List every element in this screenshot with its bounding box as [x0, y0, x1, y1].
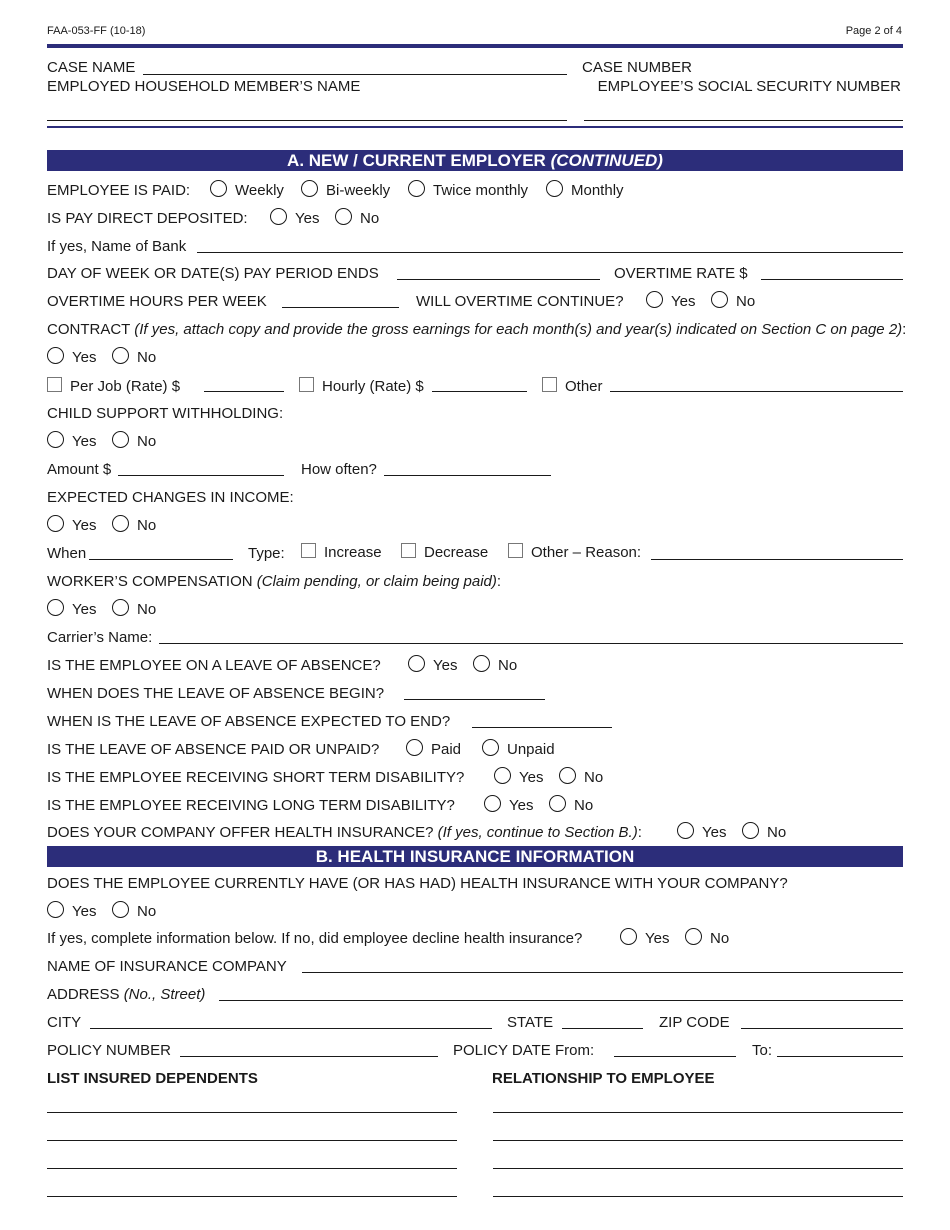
radio-icon[interactable] [112, 347, 129, 364]
case-number-label: CASE NUMBER [582, 59, 693, 76]
when-label: When [47, 545, 87, 562]
overtime-rate-field[interactable] [761, 279, 903, 280]
when-field[interactable] [89, 559, 233, 560]
city-label: CITY [47, 1014, 82, 1031]
short-term-disability-no[interactable]: No [559, 767, 603, 787]
policy-number-field[interactable] [180, 1056, 438, 1057]
paid-weekly-option[interactable]: Weekly [210, 180, 284, 200]
radio-icon[interactable] [742, 822, 759, 839]
type-label: Type: [248, 545, 285, 562]
radio-icon[interactable] [270, 208, 287, 225]
contract-note: (If yes, attach copy and provide the gross earnings for each month(s) and year(s) indicated on Section C on page 2) [134, 321, 903, 338]
ssn-field[interactable] [584, 120, 903, 121]
leave-yes[interactable]: Yes [408, 655, 457, 675]
type-increase-option[interactable]: Increase [301, 543, 382, 562]
checkbox-icon[interactable] [542, 377, 557, 392]
checkbox-icon[interactable] [508, 543, 523, 558]
long-term-disability-label: IS THE EMPLOYEE RECEIVING LONG TERM DISABILITY? [47, 797, 455, 814]
radio-icon[interactable] [47, 515, 64, 532]
relationship-field[interactable] [493, 1196, 903, 1197]
overtime-hours-label: OVERTIME HOURS PER WEEK [47, 293, 267, 310]
insurance-company-label: NAME OF INSURANCE COMPANY [47, 958, 287, 975]
amount-field[interactable] [118, 475, 284, 476]
checkbox-icon[interactable] [299, 377, 314, 392]
other-reason-field[interactable] [651, 559, 903, 560]
state-label: STATE [507, 1014, 554, 1031]
radio-icon[interactable] [335, 208, 352, 225]
health-offer-yes[interactable]: Yes [677, 822, 726, 842]
hourly-rate-field[interactable] [432, 391, 527, 392]
leave-begin-label: WHEN DOES THE LEAVE OF ABSENCE BEGIN? [47, 685, 385, 702]
type-other-option[interactable]: Other – Reason: [508, 543, 641, 562]
checkbox-icon[interactable] [401, 543, 416, 558]
address-note: (No., Street) [123, 986, 206, 1003]
pay-period-label: DAY OF WEEK OR DATE(S) PAY PERIOD ENDS [47, 265, 379, 282]
contract-other-field[interactable] [610, 391, 903, 392]
short-term-disability-yes[interactable]: Yes [494, 767, 543, 787]
policy-date-label: POLICY DATE From: [453, 1042, 595, 1059]
amount-label: Amount $ [47, 461, 112, 478]
radio-icon[interactable] [408, 655, 425, 672]
dependent-field[interactable] [47, 1140, 457, 1141]
leave-unpaid-option[interactable]: Unpaid [482, 739, 555, 759]
radio-icon[interactable] [473, 655, 490, 672]
section-b-header [47, 846, 903, 867]
dependents-label: LIST INSURED DEPENDENTS [47, 1070, 258, 1087]
leave-paid-label: IS THE LEAVE OF ABSENCE PAID OR UNPAID? [47, 741, 380, 758]
child-support-label: CHILD SUPPORT WITHHOLDING: [47, 405, 284, 422]
health-offer-note: (If yes, continue to Section B.) [437, 824, 638, 841]
insurance-company-field[interactable] [302, 972, 903, 973]
carrier-name-label: Carrier’s Name: [47, 629, 153, 646]
long-term-disability-no[interactable]: No [549, 795, 593, 815]
overtime-continue-no[interactable]: No [711, 291, 755, 311]
section-a-title: A. NEW / CURRENT EMPLOYER [287, 151, 551, 170]
overtime-continue-label: WILL OVERTIME CONTINUE? [416, 293, 624, 310]
zip-code-label: ZIP CODE [659, 1014, 730, 1031]
page-number: Page 2 of 4 [845, 25, 902, 37]
overtime-hours-field[interactable] [282, 307, 399, 308]
radio-icon[interactable] [47, 901, 64, 918]
overtime-continue-yes[interactable]: Yes [646, 291, 695, 311]
radio-icon[interactable] [301, 180, 318, 197]
radio-icon[interactable] [112, 599, 129, 616]
header-rule [47, 44, 903, 48]
radio-icon[interactable] [47, 347, 64, 364]
policy-date-to-label: To: [752, 1042, 773, 1059]
contract-label: CONTRACT (If yes, attach copy and provide the gross earnings for each month(s) and year(s) indicated on Section C on page 2): [47, 321, 907, 338]
long-term-disability-yes[interactable]: Yes [484, 795, 533, 815]
section-b-title: B. HEALTH INSURANCE INFORMATION [315, 847, 635, 866]
radio-icon[interactable] [47, 599, 64, 616]
ssn-label: EMPLOYEE’S SOCIAL SECURITY NUMBER [597, 78, 901, 95]
workers-comp-no[interactable]: No [112, 599, 156, 619]
decline-insurance-yes[interactable]: Yes [620, 928, 669, 948]
contract-yes[interactable]: Yes [47, 347, 96, 367]
dependent-field[interactable] [47, 1112, 457, 1113]
leave-paid-option[interactable]: Paid [406, 739, 461, 759]
leave-begin-field[interactable] [404, 699, 545, 700]
overtime-rate-label: OVERTIME RATE $ [614, 265, 748, 282]
radio-icon[interactable] [546, 180, 563, 197]
has-insurance-no[interactable]: No [112, 901, 156, 921]
dependent-field[interactable] [47, 1196, 457, 1197]
zip-code-field[interactable] [741, 1028, 903, 1029]
child-support-no[interactable]: No [112, 431, 156, 451]
address-field[interactable] [219, 1000, 903, 1001]
expected-changes-no[interactable]: No [112, 515, 156, 535]
paid-biweekly-option[interactable]: Bi-weekly [301, 180, 390, 200]
per-job-option[interactable]: Per Job (Rate) $ [47, 377, 180, 396]
state-field[interactable] [562, 1028, 643, 1029]
short-term-disability-label: IS THE EMPLOYEE RECEIVING SHORT TERM DISABILITY? [47, 769, 465, 786]
contract-other-option[interactable]: Other [542, 377, 603, 396]
section-a-continued: (CONTINUED) [550, 151, 663, 170]
radio-icon[interactable] [494, 767, 511, 784]
direct-deposit-yes[interactable]: Yes [270, 208, 319, 228]
radio-icon[interactable] [549, 795, 566, 812]
radio-icon[interactable] [646, 291, 663, 308]
radio-icon[interactable] [685, 928, 702, 945]
workers-comp-yes[interactable]: Yes [47, 599, 96, 619]
pay-period-field[interactable] [397, 279, 600, 280]
radio-icon[interactable] [47, 431, 64, 448]
expected-changes-yes[interactable]: Yes [47, 515, 96, 535]
bank-name-field[interactable] [197, 252, 903, 253]
radio-icon[interactable] [210, 180, 227, 197]
radio-icon[interactable] [482, 739, 499, 756]
checkbox-icon[interactable] [301, 543, 316, 558]
hourly-option[interactable]: Hourly (Rate) $ [299, 377, 424, 396]
checkbox-icon[interactable] [47, 377, 62, 392]
city-field[interactable] [90, 1028, 492, 1029]
radio-icon[interactable] [112, 901, 129, 918]
form-id: FAA-053-FF (10-18) [47, 25, 146, 37]
member-name-field[interactable] [47, 120, 567, 121]
leave-end-field[interactable] [472, 727, 612, 728]
policy-date-from-field[interactable] [614, 1056, 736, 1057]
radio-icon[interactable] [406, 739, 423, 756]
child-support-yes[interactable]: Yes [47, 431, 96, 451]
has-insurance-yes[interactable]: Yes [47, 901, 96, 921]
contract-no[interactable]: No [112, 347, 156, 367]
address-label: ADDRESS (No., Street) [47, 986, 206, 1003]
radio-icon[interactable] [484, 795, 501, 812]
carrier-name-field[interactable] [159, 643, 903, 644]
leave-no[interactable]: No [473, 655, 517, 675]
direct-deposit-no[interactable]: No [335, 208, 379, 228]
direct-deposit-label: IS PAY DIRECT DEPOSITED: [47, 210, 248, 227]
paid-twice-monthly-option[interactable]: Twice monthly [408, 180, 528, 200]
section-a-header [47, 150, 903, 171]
bank-name-label: If yes, Name of Bank [47, 238, 187, 255]
expected-changes-label: EXPECTED CHANGES IN INCOME: [47, 489, 294, 506]
health-offer-label: DOES YOUR COMPANY OFFER HEALTH INSURANCE? (If yes, continue to Section B.): [47, 824, 642, 841]
relationship-field[interactable] [493, 1168, 903, 1169]
case-name-field[interactable] [143, 74, 567, 75]
radio-icon[interactable] [559, 767, 576, 784]
leave-end-label: WHEN IS THE LEAVE OF ABSENCE EXPECTED TO END? [47, 713, 451, 730]
how-often-field[interactable] [384, 475, 551, 476]
per-job-rate-field[interactable] [204, 391, 284, 392]
relationship-field[interactable] [493, 1112, 903, 1113]
has-insurance-label: DOES THE EMPLOYEE CURRENTLY HAVE (OR HAS HAD) HEALTH INSURANCE WITH YOUR COMPANY? [47, 875, 788, 892]
workers-comp-note: (Claim pending, or claim being paid) [256, 573, 497, 590]
paid-monthly-option[interactable]: Monthly [546, 180, 624, 200]
radio-icon[interactable] [620, 928, 637, 945]
leave-label: IS THE EMPLOYEE ON A LEAVE OF ABSENCE? [47, 657, 381, 674]
how-often-label: How often? [301, 461, 377, 478]
dependent-field[interactable] [47, 1168, 457, 1169]
policy-number-label: POLICY NUMBER [47, 1042, 171, 1059]
radio-icon[interactable] [408, 180, 425, 197]
decline-insurance-label: If yes, complete information below. If no, did employee decline health insurance? [47, 930, 583, 947]
radio-icon[interactable] [677, 822, 694, 839]
decline-insurance-no[interactable]: No [685, 928, 729, 948]
radio-icon[interactable] [112, 515, 129, 532]
type-decrease-option[interactable]: Decrease [401, 543, 488, 562]
workers-comp-label: WORKER’S COMPENSATION (Claim pending, or claim being paid): [47, 573, 502, 590]
relationship-label: RELATIONSHIP TO EMPLOYEE [492, 1070, 715, 1087]
header-divider [47, 126, 903, 128]
member-name-label: EMPLOYED HOUSEHOLD MEMBER’S NAME [47, 78, 361, 95]
radio-icon[interactable] [711, 291, 728, 308]
relationship-field[interactable] [493, 1140, 903, 1141]
policy-date-to-field[interactable] [777, 1056, 903, 1057]
paid-frequency-label: EMPLOYEE IS PAID: [47, 182, 191, 199]
case-name-label: CASE NAME [47, 59, 136, 76]
radio-icon[interactable] [112, 431, 129, 448]
health-offer-no[interactable]: No [742, 822, 786, 842]
